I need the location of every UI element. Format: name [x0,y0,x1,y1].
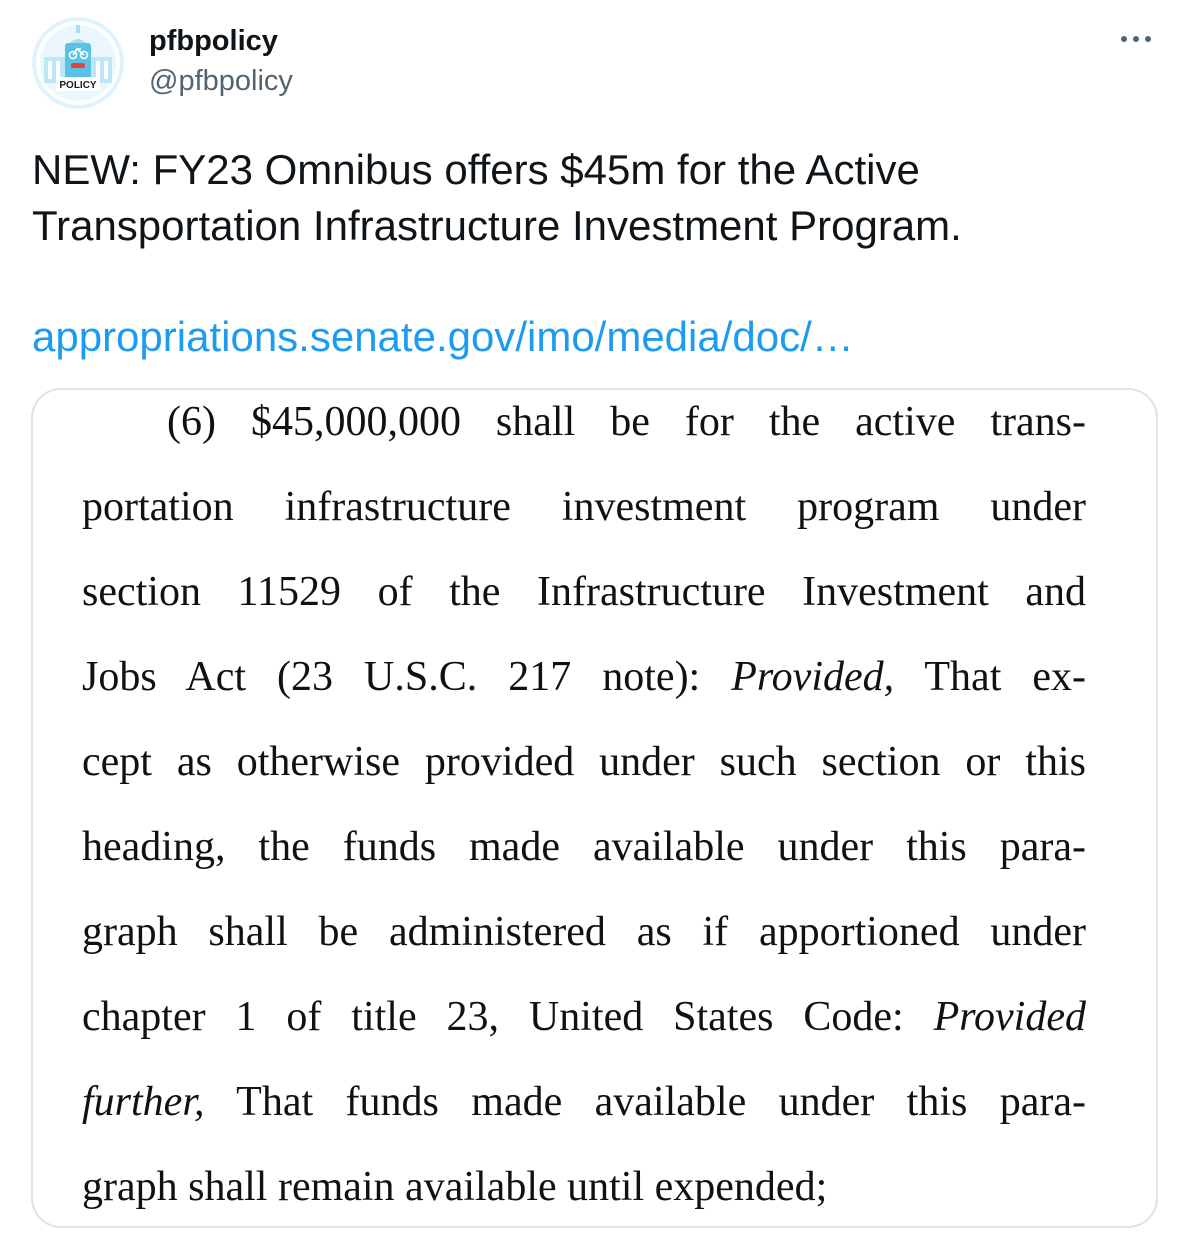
document-line: heading, the funds made available under this para- [82,824,1086,870]
document-line: chapter 1 of title 23, United States Code: Provided [82,994,1086,1040]
ellipsis-icon [1120,35,1152,43]
user-handle[interactable]: @pfbpolicy [149,65,293,97]
document-line: further, That funds made available under this para- [82,1079,1086,1125]
tweet-text-line: Transportation Infrastructure Investment Program. [32,202,962,249]
more-options-button[interactable] [1114,22,1158,56]
tweet-text [32,142,1152,254]
tweet-text-line: NEW: FY23 Omnibus offers $45m for the Active [32,146,920,193]
document-line: cept as otherwise provided under such section or this [82,739,1086,785]
document-line: Jobs Act (23 U.S.C. 217 note): Provided, That ex- [82,654,1086,700]
pfb-logo-icon [32,17,124,109]
display-name[interactable]: pfbpolicy [149,25,278,57]
document-line: graph shall be administered as if apportioned under [82,909,1086,955]
tweet-link[interactable]: appropriations.senate.gov/imo/media/doc/… [32,313,854,360]
svg-text:POLICY: POLICY [59,80,97,91]
document-line: section 11529 of the Infrastructure Investment and [82,569,1086,615]
document-line: graph shall remain available until expended; [82,1164,828,1210]
document-line: (6) $45,000,000 shall be for the active trans- [167,399,1086,445]
attached-document-image[interactable] [31,388,1158,1228]
document-line: portation infrastructure investment program under [82,484,1086,530]
avatar[interactable] [32,17,124,109]
